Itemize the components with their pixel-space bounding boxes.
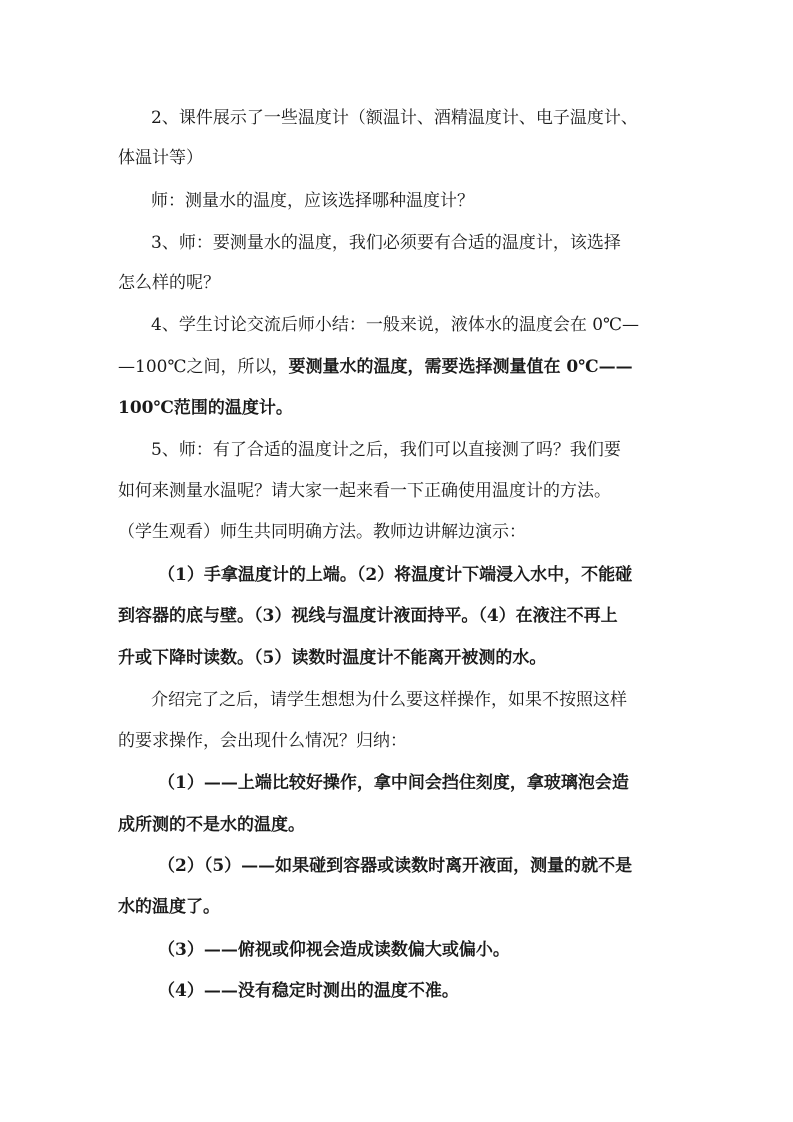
bold-text-run: （3）——俯视或仰视会造成读数偏大或偏小。	[158, 940, 510, 960]
paragraph-line	[151, 438, 621, 462]
paragraph-line	[118, 396, 293, 420]
text-run: 师：测量水的温度，应该选择哪种温度计？	[151, 191, 474, 211]
text-run: 4、学生讨论交流后师小结：一般来说，液体水的温度会在 0℃—	[151, 315, 640, 335]
paragraph-line	[118, 355, 633, 379]
paragraph-line	[151, 688, 627, 712]
bold-text-run: 升或下降时读数。（5）读数时温度计不能离开被测的水。	[118, 648, 547, 668]
text-run: 3、师：要测量水的温度，我们必须要有合适的温度计，该选择	[151, 233, 621, 253]
paragraph-line	[118, 479, 611, 503]
paragraph-line	[158, 854, 632, 878]
bold-text-run: 成所测的不是水的温度。	[118, 815, 305, 835]
paragraph-line	[158, 563, 632, 587]
text-run: 2、课件展示了一些温度计（额温计、酒精温度计、电子温度计、	[151, 108, 638, 128]
text-run: 体温计等）	[118, 148, 203, 168]
text-run: 怎么样的呢？	[118, 273, 220, 293]
bold-text-run: （4）——没有稳定时测出的温度不准。	[158, 981, 459, 1001]
paragraph-line	[151, 106, 638, 130]
paragraph-line	[118, 895, 220, 919]
paragraph-line	[151, 231, 621, 255]
paragraph-line	[151, 313, 639, 337]
paragraph-line	[118, 520, 526, 544]
paragraph-line	[151, 189, 474, 213]
paragraph-line	[118, 146, 203, 170]
bold-text-run: （2）（5）——如果碰到容器或读数时离开液面，测量的就不是	[158, 856, 633, 876]
text-run: 的要求操作，会出现什么情况？归纳：	[118, 731, 407, 751]
text-run: 如何来测量水温呢？请大家一起来看一下正确使用温度计的方法。	[118, 481, 611, 501]
bold-text-run: （1）——上端比较好操作，拿中间会挡住刻度，拿玻璃泡会造	[158, 773, 629, 793]
bold-text-run: 水的温度了。	[118, 897, 220, 917]
bold-text-run: （1）手拿温度计的上端。（2）将温度计下端浸入水中，不能碰	[158, 565, 633, 585]
text-run: 5、师：有了合适的温度计之后，我们可以直接测了吗？我们要	[151, 440, 621, 460]
bold-text-run: 100℃范围的温度计。	[118, 398, 293, 418]
text-run: —100℃之间，所以，	[118, 357, 289, 377]
paragraph-line	[118, 729, 407, 753]
text-run: 介绍完了之后，请学生想想为什么要这样操作，如果不按照这样	[151, 690, 627, 710]
text-run: （学生观看）师生共同明确方法。教师边讲解边演示：	[118, 522, 526, 542]
bold-text-run: 要测量水的温度，需要选择测量值在 0℃——	[288, 357, 633, 377]
paragraph-line	[118, 271, 220, 295]
paragraph-line	[158, 938, 510, 962]
paragraph-line	[118, 604, 618, 628]
bold-text-run: 到容器的底与壁。（3）视线与温度计液面持平。（4）在液注不再上	[118, 606, 618, 626]
paragraph-line	[158, 771, 629, 795]
paragraph-line	[118, 813, 305, 837]
paragraph-line	[118, 646, 546, 670]
paragraph-line	[158, 979, 459, 1003]
